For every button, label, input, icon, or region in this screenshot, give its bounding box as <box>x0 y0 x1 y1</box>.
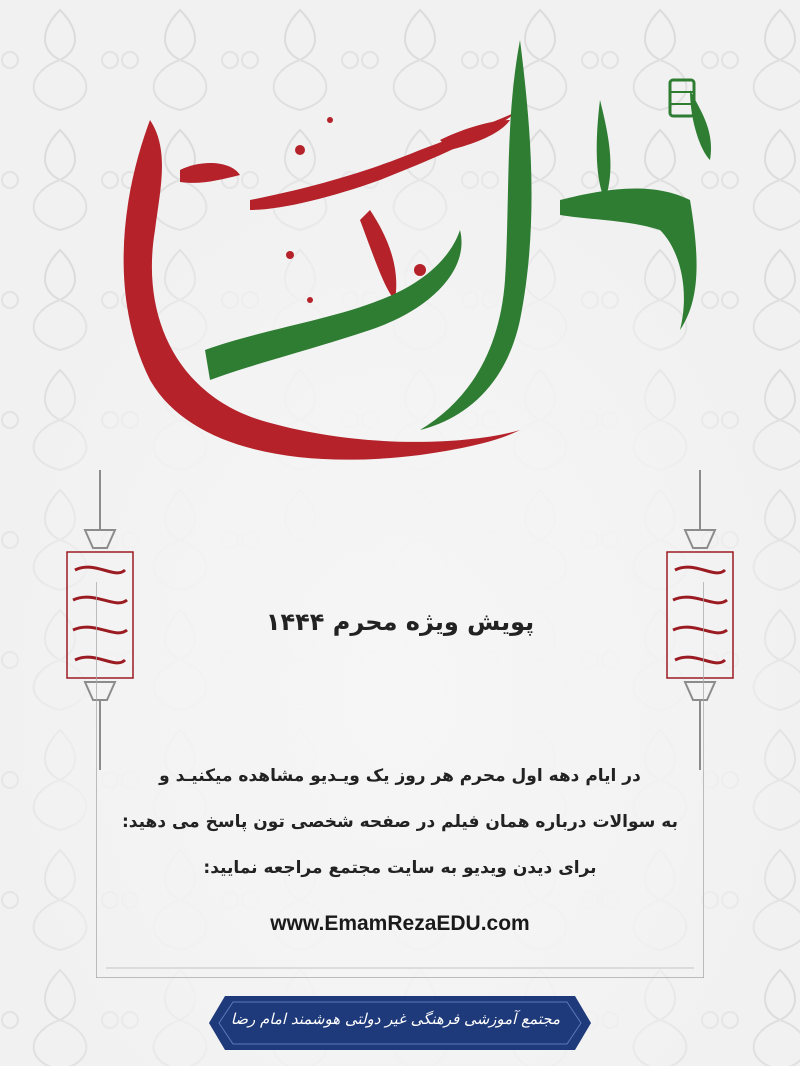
website-link[interactable]: www.EmamRezaEDU.com <box>270 912 530 935</box>
page-title: پویش ویژه محرم ۱۴۴۴ <box>265 608 535 636</box>
description-line-2: به سوالات درباره همان فیلم در صفحه شخصی تون پاسخ می دهید: <box>122 812 678 832</box>
banner-text: مجتمع آموزشی فرهنگی غیر دولتی هوشمند امام رضا <box>230 1010 560 1028</box>
description-line-1: در ایام دهه اول محرم هر روز یک ویـدیو مشاهده میکنیـد و <box>159 766 641 786</box>
calligraphy-logo <box>0 0 800 480</box>
description-line-3: برای دیدن ویدیو به سایت مجتمع مراجعه نمایید: <box>203 858 597 878</box>
